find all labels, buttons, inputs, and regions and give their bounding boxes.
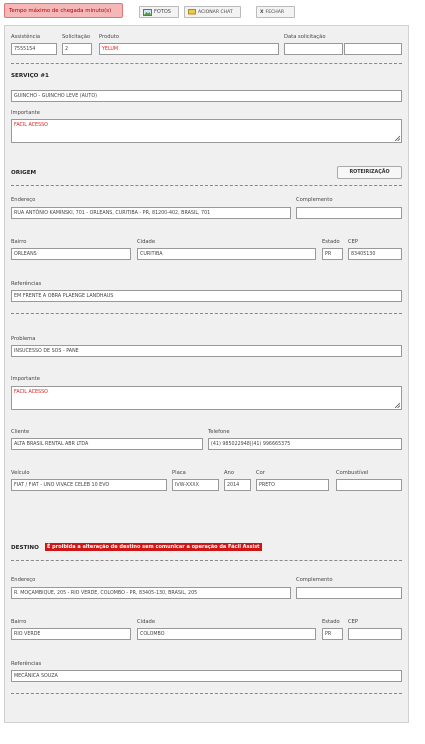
fechar-label: FECHAR [265, 9, 285, 15]
veiculo-label: Veículo [11, 470, 30, 476]
cliente-field[interactable]: ALTA BRASIL RENTAL ABR LTDA [11, 438, 203, 450]
destino-referencias-label: Referências [11, 661, 42, 667]
cor-field[interactable]: PRETO [256, 479, 329, 491]
assistencia-label: Assistência [11, 34, 41, 40]
data-solicitacao-label: Data solicitação [284, 34, 326, 40]
solicitacao-field[interactable]: 2 [62, 43, 92, 55]
telefone-label: Telefone [208, 429, 230, 435]
resize-grip-icon[interactable] [394, 135, 400, 141]
telefone-field[interactable]: (41) 985022948|(41) 996665375 [208, 438, 402, 450]
origem-cidade-label: Cidade [137, 239, 156, 245]
origem-bairro-label: Bairro [11, 239, 27, 245]
servico-title: SERVIÇO #1 [11, 73, 49, 79]
problema-field[interactable]: INSUCESSO DE SOS - PANE [11, 345, 402, 357]
servico-importante-textarea[interactable] [11, 119, 402, 143]
problema-importante-textarea[interactable] [11, 386, 402, 410]
destino-bairro-field[interactable]: RIO VERDE [11, 628, 131, 640]
combustivel-field[interactable] [336, 479, 402, 491]
hora-solicitacao-field[interactable] [344, 43, 402, 55]
divider [11, 63, 402, 64]
combustivel-label: Combustível [336, 470, 369, 476]
origem-bairro-field[interactable]: ORLEANS [11, 248, 131, 260]
divider [11, 185, 402, 186]
acionar-chat-label: ACIONAR CHAT [198, 9, 233, 15]
origem-estado-field[interactable]: PR [322, 248, 343, 260]
destino-cep-label: CEP [348, 619, 359, 625]
produto-label: Produto [99, 34, 120, 40]
origem-cep-label: CEP [348, 239, 359, 245]
destino-endereco-label: Endereço [11, 577, 36, 583]
chat-icon [188, 9, 196, 15]
divider [11, 560, 402, 561]
origem-cep-field[interactable]: 83405130 [348, 248, 402, 260]
produto-field[interactable]: YELUM [99, 43, 279, 55]
fotos-button[interactable] [139, 6, 179, 18]
cliente-label: Cliente [11, 429, 30, 435]
origem-estado-label: Estado [322, 239, 340, 245]
ano-label: Ano [224, 470, 235, 476]
divider [11, 693, 402, 694]
assistencia-field[interactable]: 7555154 [11, 43, 57, 55]
placa-field[interactable]: IVW-XXXX [172, 479, 219, 491]
origem-cidade-field[interactable]: CURITIBA [137, 248, 316, 260]
cor-label: Cor [256, 470, 265, 476]
problema-label: Problema [11, 336, 36, 342]
origem-referencias-field[interactable]: EM FRENTE A OBRA PLAENGE LANDHAUS [11, 290, 402, 302]
servico-importante-text: FACIL ACESSO [14, 123, 48, 128]
servico-field[interactable]: GUINCHO - GUINCHO LEVE (AUTO) [11, 90, 402, 102]
servico-importante-label: Importante [11, 110, 40, 116]
destino-complemento-field[interactable] [296, 587, 402, 599]
origem-referencias-label: Referências [11, 281, 42, 287]
origem-complemento-field[interactable] [296, 207, 402, 219]
destino-warning: É proibida a alteração de destino sem comunicar a operação da Fácil Assist [47, 544, 260, 550]
solicitacao-label: Solicitação [62, 34, 91, 40]
problema-importante-text: FACIL ACESSO [14, 390, 48, 395]
destino-title: DESTINO [11, 545, 39, 551]
fechar-button[interactable] [256, 6, 295, 18]
destino-cidade-label: Cidade [137, 619, 156, 625]
destino-estado-label: Estado [322, 619, 340, 625]
destino-complemento-label: Complemento [296, 577, 333, 583]
roteirizacao-button[interactable]: ROTEIRIZAÇÃO [337, 166, 402, 179]
destino-bairro-label: Bairro [11, 619, 27, 625]
arrival-time-badge: Tempo máximo de chegada minuto(s) [4, 3, 123, 18]
veiculo-field[interactable]: FIAT / FIAT - UNO VIVACE CELEB 10 EVO [11, 479, 167, 491]
data-solicitacao-field[interactable] [284, 43, 343, 55]
origem-title: ORIGEM [11, 170, 37, 176]
destino-referencias-field[interactable]: MECÂNICA SOUZA [11, 670, 402, 682]
origem-complemento-label: Complemento [296, 197, 333, 203]
divider [11, 313, 402, 314]
ano-field[interactable]: 2014 [224, 479, 251, 491]
problema-importante-label: Importante [11, 376, 40, 382]
destino-estado-field[interactable]: PR [322, 628, 343, 640]
fotos-label: FOTOS [154, 9, 171, 15]
close-icon: X [260, 9, 264, 15]
image-icon [143, 9, 152, 16]
origem-endereco-field[interactable]: RUA ANTÔNIO KAMINSKI, 701 - ORLEANS, CURITIBA - PR, 81200-402, BRASIL, 701 [11, 207, 291, 219]
acionar-chat-button[interactable] [184, 6, 241, 18]
placa-label: Placa [172, 470, 186, 476]
destino-cidade-field[interactable]: COLOMBO [137, 628, 316, 640]
destino-cep-field[interactable] [348, 628, 402, 640]
origem-endereco-label: Endereço [11, 197, 36, 203]
destino-endereco-field[interactable]: R. MOÇAMBIQUE, 205 - RIO VERDE, COLOMBO - PR, 83405-130, BRASIL, 205 [11, 587, 291, 599]
resize-grip-icon[interactable] [394, 402, 400, 408]
